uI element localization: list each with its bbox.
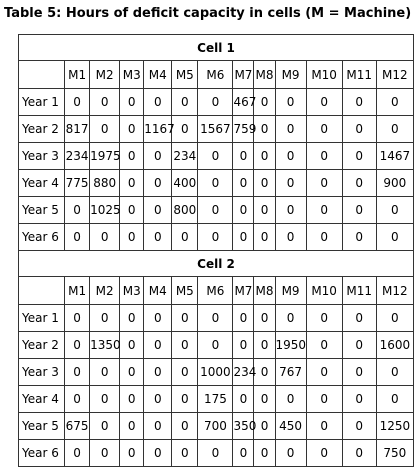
table-cell: 0 [65,359,90,386]
table-cell: 0 [306,197,342,224]
table-cell: 0 [120,440,144,467]
table-cell: 0 [306,89,342,116]
table-row [19,197,414,224]
table-cell: 0 [376,116,413,143]
table-cell: 0 [275,89,306,116]
table-cell: 0 [306,170,342,197]
table-cell: 0 [275,197,306,224]
table-cell: 0 [120,89,144,116]
table-row [19,170,414,197]
table-cell: 1600 [376,332,413,359]
table-cell: 0 [342,170,376,197]
table-cell: 0 [254,440,275,467]
table-cell: 1950 [275,332,306,359]
column-header: M9 [275,277,306,305]
table-cell: 0 [144,359,172,386]
table-cell: 1250 [376,413,413,440]
cell-title-row [19,251,414,277]
table-cell: 1025 [90,197,120,224]
table-row [19,386,414,413]
table-cell: 0 [198,143,233,170]
table-cell: 0 [306,305,342,332]
column-header: M2 [90,61,120,89]
table-cell: 0 [90,305,120,332]
column-header: M12 [376,61,413,89]
cell-title-row [19,35,414,61]
table-cell: 0 [90,440,120,467]
table-cell: 767 [275,359,306,386]
table-cell: 0 [254,305,275,332]
row-label: Year 2 [19,332,65,359]
table-cell: 1567 [198,116,233,143]
table-cell: 0 [198,170,233,197]
table-row [19,305,414,332]
column-header: M6 [198,277,233,305]
column-header: M11 [342,61,376,89]
table-row [19,413,414,440]
table-cell: 350 [233,413,254,440]
row-label: Year 5 [19,197,65,224]
table-cell: 0 [376,197,413,224]
table-cell: 0 [90,224,120,251]
table-cell: 0 [376,305,413,332]
table-cell: 880 [90,170,120,197]
table-cell: 400 [172,170,198,197]
table-cell: 0 [306,116,342,143]
table-cell: 0 [275,170,306,197]
table-cell: 0 [90,116,120,143]
table-cell: 0 [233,332,254,359]
table-cell: 0 [233,143,254,170]
column-header: M3 [120,277,144,305]
column-header: M5 [172,277,198,305]
column-header: M4 [144,277,172,305]
table-cell: 0 [90,413,120,440]
row-label: Year 4 [19,386,65,413]
table-cell: 0 [65,224,90,251]
table-cell: 0 [275,440,306,467]
table-row [19,359,414,386]
table-cell: 0 [275,224,306,251]
table-cell: 817 [65,116,90,143]
table-cell: 0 [233,440,254,467]
table-cell: 0 [65,440,90,467]
table-cell: 467 [233,89,254,116]
table-cell: 0 [233,386,254,413]
table-cell: 0 [144,224,172,251]
table-cell: 0 [120,359,144,386]
table-cell: 0 [254,170,275,197]
table-cell: 0 [254,89,275,116]
table-cell: 0 [342,440,376,467]
table-cell: 0 [172,332,198,359]
row-label: Year 1 [19,89,65,116]
table-cell: 0 [172,116,198,143]
table-cell: 0 [172,359,198,386]
table-cell: 759 [233,116,254,143]
column-header: M7 [233,61,254,89]
column-header: M4 [144,61,172,89]
table-cell: 0 [172,89,198,116]
table-cell: 0 [120,332,144,359]
table-cell: 0 [306,332,342,359]
table-cell: 0 [342,116,376,143]
table-cell: 0 [120,170,144,197]
table-cell: 0 [144,170,172,197]
table-cell: 0 [120,305,144,332]
table-cell: 0 [144,89,172,116]
table-cell: 0 [275,143,306,170]
table-cell: 0 [306,440,342,467]
table-cell: 0 [144,197,172,224]
table-cell: 234 [233,359,254,386]
table-cell: 0 [120,143,144,170]
table-cell: 0 [306,386,342,413]
table-cell: 0 [65,332,90,359]
table-cell: 0 [342,332,376,359]
table-cell: 0 [275,116,306,143]
table-cell: 0 [275,305,306,332]
row-label: Year 2 [19,116,65,143]
table-cell: 675 [65,413,90,440]
table-cell: 900 [376,170,413,197]
table-row [19,224,414,251]
table-cell: 0 [172,413,198,440]
table-cell: 0 [376,359,413,386]
table-row [19,143,414,170]
column-header: M5 [172,61,198,89]
table-cell: 0 [144,440,172,467]
table-cell: 0 [65,89,90,116]
header-corner [19,61,65,89]
table-cell: 0 [233,224,254,251]
row-label: Year 6 [19,440,65,467]
table-cell: 0 [254,143,275,170]
table-cell: 0 [254,413,275,440]
table-cell: 0 [120,386,144,413]
column-header: M8 [254,277,275,305]
table-cell: 0 [198,440,233,467]
table-cell: 234 [172,143,198,170]
table-cell: 0 [233,305,254,332]
table-cell: 0 [65,386,90,413]
table-cell: 234 [65,143,90,170]
column-header: M10 [306,277,342,305]
table-cell: 0 [65,305,90,332]
table-cell: 0 [120,224,144,251]
table-cell: 175 [198,386,233,413]
table-cell: 0 [120,197,144,224]
table-cell: 0 [144,413,172,440]
table-cell: 0 [342,305,376,332]
table-cell: 700 [198,413,233,440]
table-cell: 0 [120,116,144,143]
cell-title: Cell 1 [19,35,414,61]
row-label: Year 3 [19,143,65,170]
table-cell: 0 [172,224,198,251]
table-cell: 0 [198,305,233,332]
table-cell: 775 [65,170,90,197]
table-row [19,332,414,359]
table-cell: 0 [342,359,376,386]
row-label: Year 4 [19,170,65,197]
table-cell: 0 [120,413,144,440]
table-cell: 450 [275,413,306,440]
table-cell: 0 [376,224,413,251]
table-cell: 800 [172,197,198,224]
table-cell: 0 [90,386,120,413]
row-label: Year 6 [19,224,65,251]
table-cell: 1167 [144,116,172,143]
column-header: M1 [65,61,90,89]
table-cell: 0 [254,386,275,413]
table-caption: Table 5: Hours of deficit capacity in cells (M = Machine) [4,6,412,21]
column-header: M6 [198,61,233,89]
table-cell: 0 [198,224,233,251]
table-cell: 0 [376,89,413,116]
column-header: M11 [342,277,376,305]
column-header: M8 [254,61,275,89]
table-cell: 0 [233,197,254,224]
table-cell: 0 [275,386,306,413]
table-cell: 1350 [90,332,120,359]
column-header: M3 [120,61,144,89]
table-cell: 0 [198,89,233,116]
column-header: M12 [376,277,413,305]
table-cell: 1000 [198,359,233,386]
table-cell: 0 [376,386,413,413]
column-header: M10 [306,61,342,89]
table-cell: 0 [342,89,376,116]
table-cell: 750 [376,440,413,467]
table-cell: 0 [90,89,120,116]
table-row [19,89,414,116]
column-header-row [19,61,414,89]
table-cell: 0 [144,143,172,170]
row-label: Year 5 [19,413,65,440]
table-row [19,116,414,143]
table-cell: 0 [172,305,198,332]
table-cell: 0 [342,143,376,170]
table-cell: 0 [254,116,275,143]
table-cell: 0 [198,197,233,224]
cell-title: Cell 2 [19,251,414,277]
table-cell: 0 [342,224,376,251]
table-cell: 1975 [90,143,120,170]
table-cell: 0 [306,359,342,386]
table-cell: 0 [254,359,275,386]
table-cell: 0 [144,386,172,413]
table-cell: 0 [172,386,198,413]
table-cell: 0 [254,224,275,251]
header-corner [19,277,65,305]
deficit-capacity-table [18,34,414,467]
column-header-row [19,277,414,305]
table-cell: 0 [306,224,342,251]
table-cell: 0 [90,359,120,386]
table-cell: 1467 [376,143,413,170]
table-cell: 0 [306,143,342,170]
column-header: M1 [65,277,90,305]
column-header: M7 [233,277,254,305]
table-cell: 0 [342,413,376,440]
row-label: Year 1 [19,305,65,332]
table-cell: 0 [172,440,198,467]
table-cell: 0 [65,197,90,224]
table-cell: 0 [342,386,376,413]
column-header: M2 [90,277,120,305]
table-cell: 0 [144,332,172,359]
table-cell: 0 [306,413,342,440]
column-header: M9 [275,61,306,89]
table-cell: 0 [254,332,275,359]
table-cell: 0 [233,170,254,197]
row-label: Year 3 [19,359,65,386]
table-cell: 0 [254,197,275,224]
table-cell: 0 [342,197,376,224]
table-cell: 0 [144,305,172,332]
table-row [19,440,414,467]
table-cell: 0 [198,332,233,359]
